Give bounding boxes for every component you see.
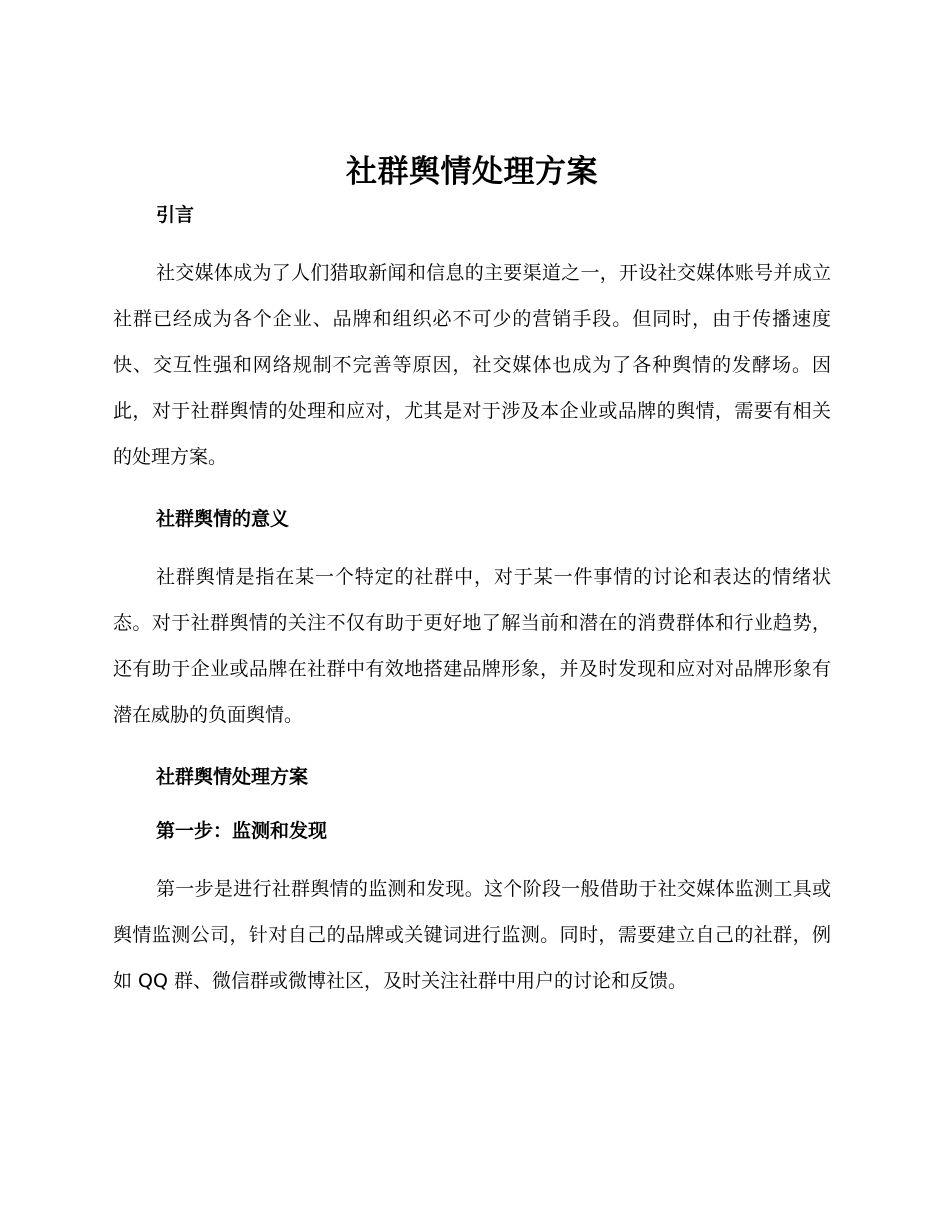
document-content — [113, 150, 831, 1004]
intro-paragraph: 社交媒体成为了人们猎取新闻和信息的主要渠道之一，开设社交媒体账号并成立社群已经成为各个企业、品牌和组织必不可少的营销手段。但同时，由于传播速度快、交互性强和网络规制不完善等原因，社交媒体也成为了各种舆情的发酵场。因此，对于社群舆情的处理和应对，尤其是对于涉及本企业或品牌的舆情，需要有相关的处理方案。 — [113, 262, 831, 468]
meaning-paragraph: 社群舆情是指在某一个特定的社群中，对于某一件事情的讨论和表达的情绪状态。对于社群舆情的关注不仅有助于更好地了解当前和潜在的消费群体和行业趋势，还有助于企业或品牌在社群中有效地搭建品牌形象，并及时发现和应对对品牌形象有潜在威胁的负面舆情。 — [113, 566, 831, 726]
document-title: 社群舆情处理方案 — [346, 154, 598, 190]
section-heading-intro: 引言 — [156, 204, 195, 226]
section-heading-step1: 第一步：监测和发现 — [156, 820, 328, 842]
step1-paragraph: 第一步是进行社群舆情的监测和发现。这个阶段一般借助于社交媒体监测工具或舆情监测公司，针对自己的品牌或关键词进行监测。同时，需要建立自己的社群，例如 QQ 群、微信群或微博社区，及时关注社群中用户的讨论和反馈。 — [113, 878, 831, 992]
section-heading-meaning: 社群舆情的意义 — [156, 508, 290, 530]
section-heading-plan: 社群舆情处理方案 — [156, 766, 309, 788]
